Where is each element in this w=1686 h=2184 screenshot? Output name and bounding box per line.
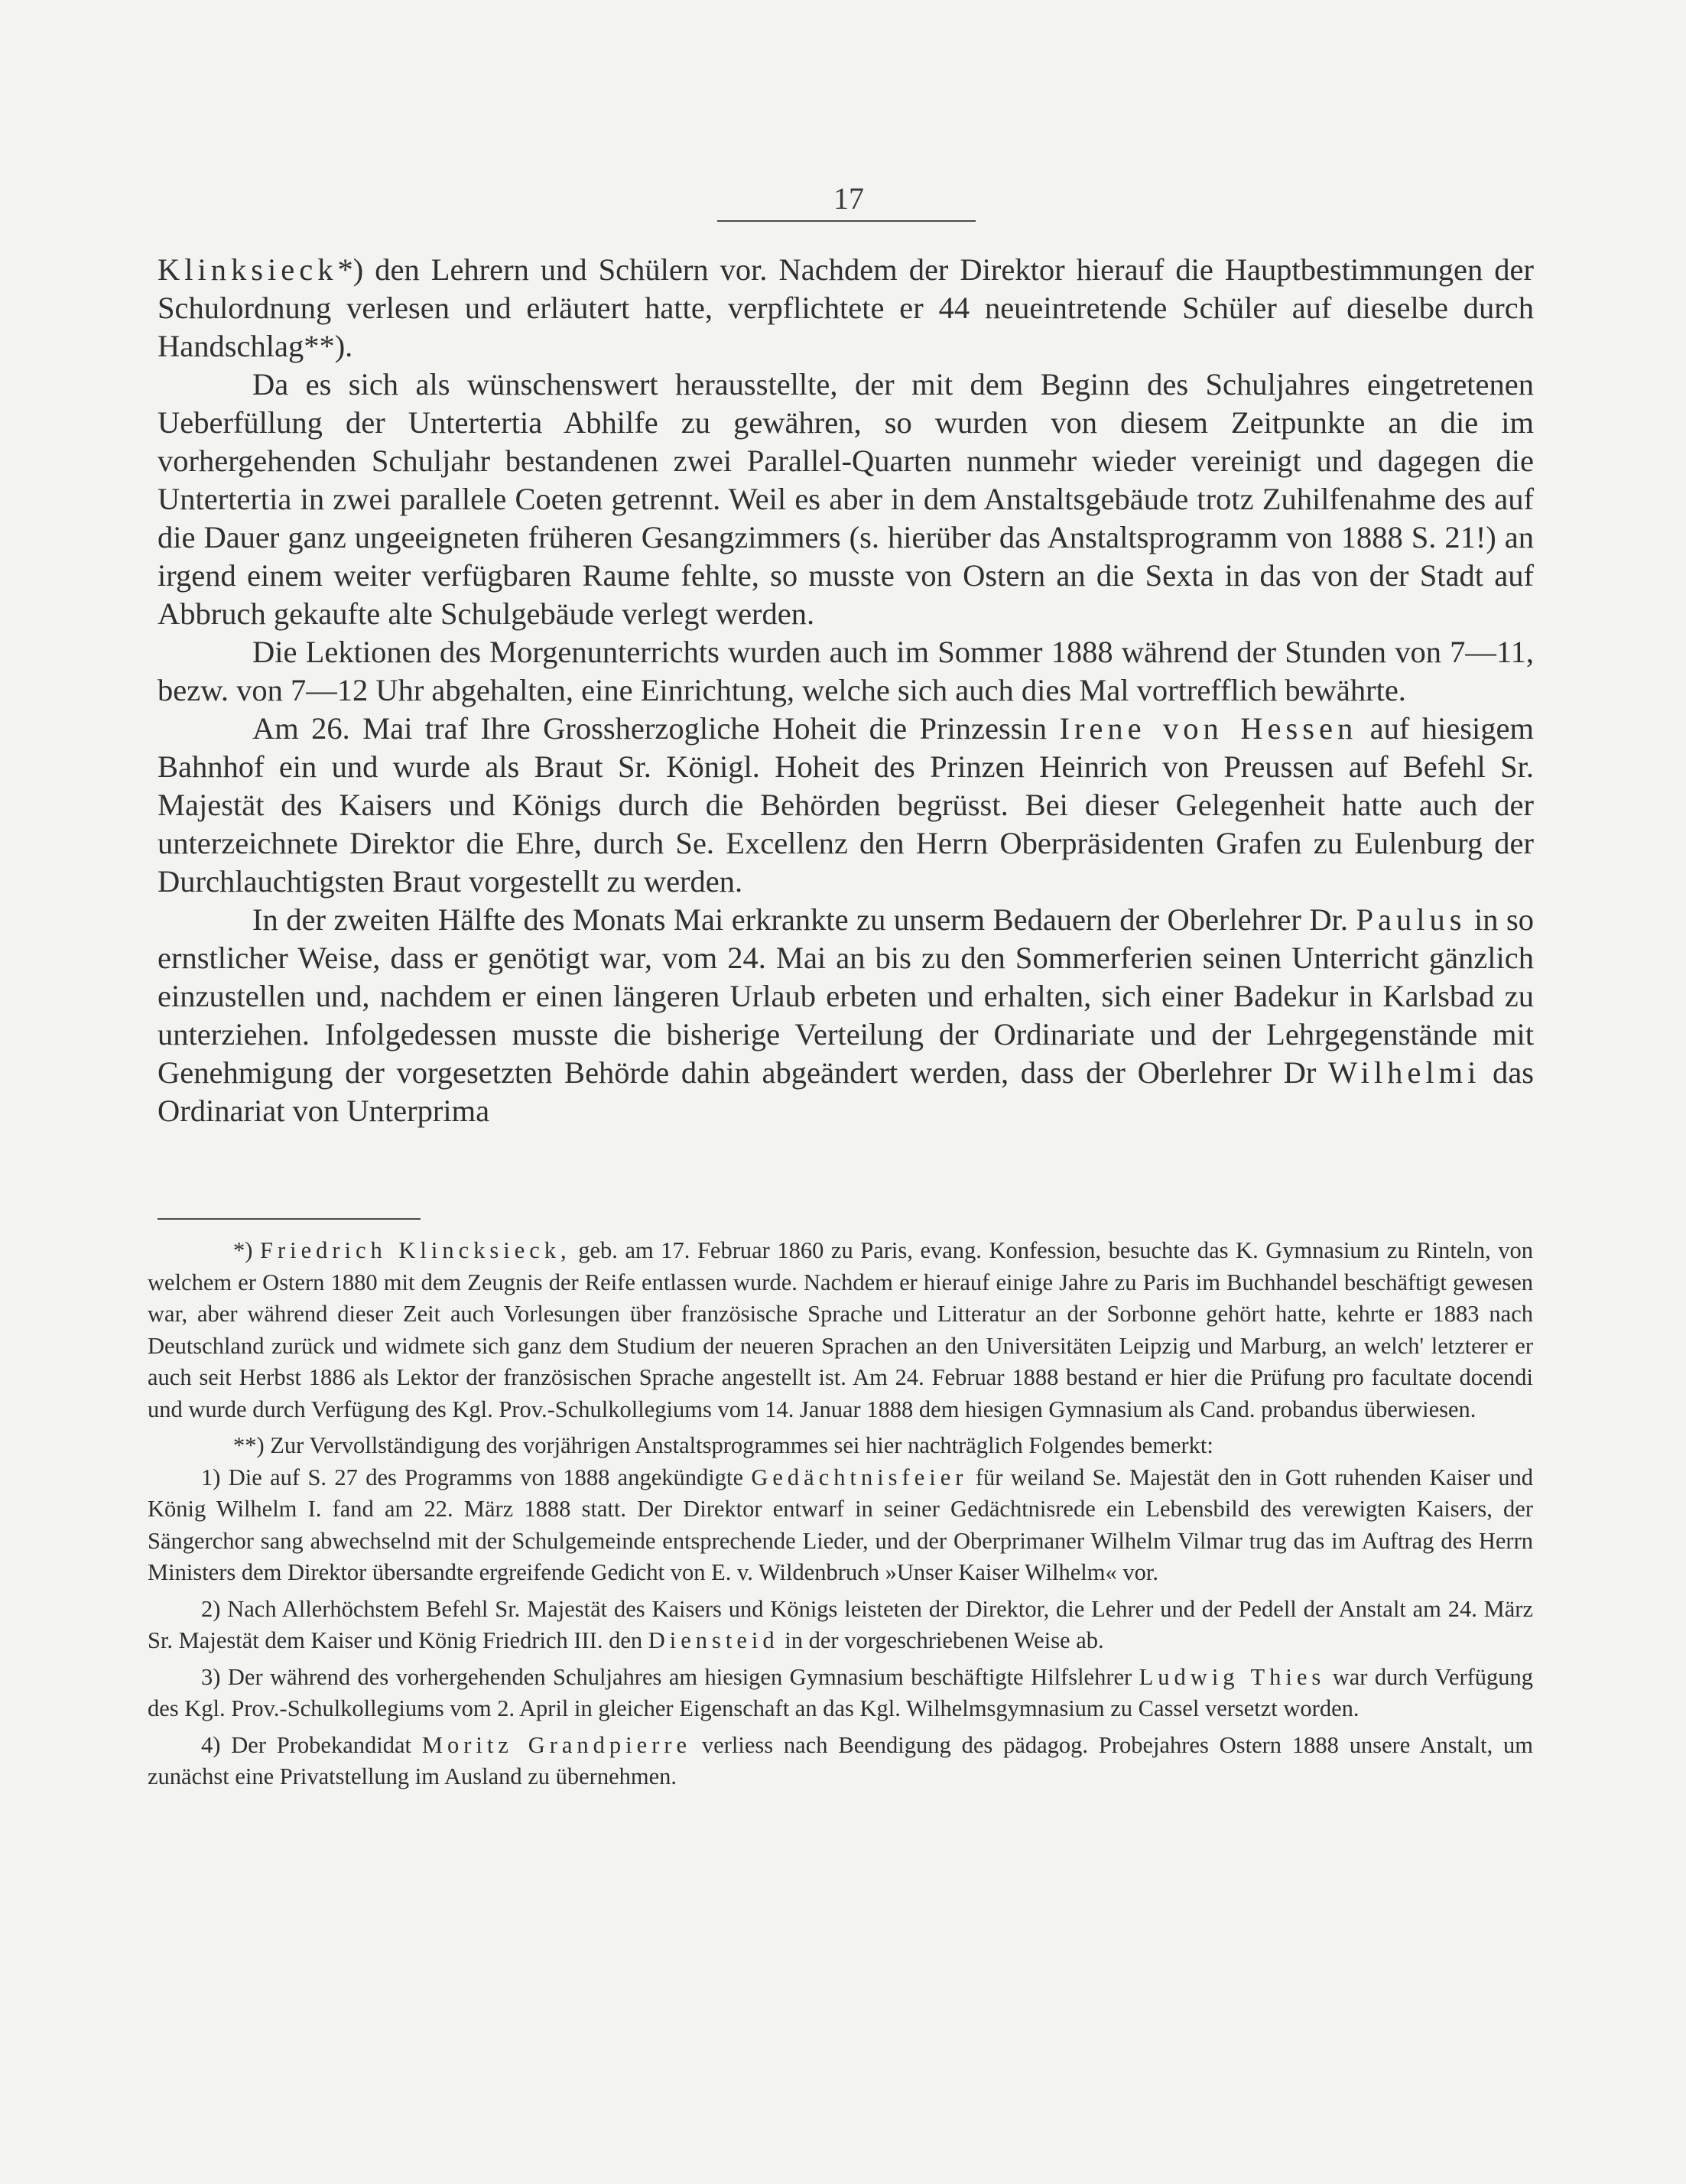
emphasized-term: Gedächtnisfeier <box>751 1464 968 1490</box>
person-name: Wilhelmi <box>1328 1055 1481 1090</box>
page-number: 17 <box>833 181 864 216</box>
person-name: Ludwig Thies <box>1139 1663 1326 1690</box>
person-name: Friedrich Klincksieck, <box>259 1237 571 1263</box>
footnote-item-1 <box>148 1462 1533 1589</box>
footnote-rule <box>158 1218 421 1220</box>
person-name: Irene von Hessen <box>1059 711 1358 746</box>
paragraph-text: in so ernstlicher Weise, dass er genötigt war, vom 24. Mai an bis zu den Sommerferien seinen Unterricht gänzlich einzustellen und, nachdem er einen längeren Urlaub erbeten und erhalten, sich einer Badekur in Karlsbad zu unterziehen. Infolgedessen musste die bisherige Verteilung der Ordinariate und der Lehrgegenstände mit Genehmigung der vorgesetzten Behörde dahin abgeändert werden, dass der Oberlehrer Dr <box>158 902 1535 1090</box>
paragraph-text: das Ordinariat von Unterprima <box>158 1055 1534 1128</box>
footnote-text: in der vorgeschriebenen Weise ab. <box>785 1627 1104 1653</box>
person-name: Moritz Grandpierre <box>421 1731 692 1758</box>
emphasized-term: Diensteid <box>648 1627 779 1653</box>
paragraph-5 <box>158 901 1534 1130</box>
footnote-text: 2) Nach Allerhöchstem Befehl Sr. Majestät des Kaisers und Königs leisteten der Direktor, die Lehrer und der Pedell der Anstalt am 24. März Sr. Majestät dem Kaiser und König Friedrich III. den <box>148 1595 1533 1653</box>
paragraph-text: auf hiesigem Bahnhof ein und wurde als Braut Sr. Königl. Hoheit des Prinzen Heinrich von Preussen auf Befehl Sr. Majestät des Kaisers und Königs durch die Behörden begrüsst. Bei dieser Gelegenheit hatte auch der unterzeichnete Direktor die Ehre, durch Se. Excellenz den Herrn Oberpräsidenten Grafen zu Eulenburg der Durchlauchtigsten Braut vorgestellt zu werden. <box>158 711 1534 899</box>
paragraph-3: Die Lektionen des Morgenunterrichts wurden auch im Sommer 1888 während der Stunden von 7—11, bezw. von 7—12 Uhr abgehalten, eine Einrichtung, welche sich auch dies Mal vortrefflich bewährte. <box>158 635 1534 707</box>
footnote-item-3 <box>148 1662 1533 1725</box>
footnote-text: für weiland Se. Majestät den in Gott ruhenden Kaiser und König Wilhelm I. fand am 22. März 1888 statt. Der Direktor entwarf in seiner Gedächtnisrede ein Lebensbild des verewigten Kaisers, der Sängerchor sang abwechselnd mit der Schulgemeinde entsprechende Lieder, und der Oberprimaner Wilhelm Vilmar trug das im Auftrag des Herrn Ministers dem Direktor übersandte ergreifende Gedicht von E. v. Wildenbruch »Unser Kaiser Wilhelm« vor. <box>148 1464 1534 1585</box>
paragraph-4 <box>158 710 1534 901</box>
footnote-marker: *) <box>233 1237 253 1263</box>
paragraph-text: *) den Lehrern und Schülern vor. Nachdem der Direktor hierauf die Hauptbestimmungen der Schulordnung verlesen und erläutert hatte, verpflichtete er 44 neueintretende Schüler auf dieselbe durch Handschlag**). <box>158 252 1534 363</box>
footnote-2-intro: **) Zur Vervollständigung des vorjährigen Anstaltsprogrammes sei hier nachträglich Folgendes bemerkt: <box>233 1432 1213 1458</box>
paragraph-text: Am 26. Mai traf Ihre Grossherzogliche Hoheit die Prinzessin <box>252 711 1048 746</box>
header-rule <box>717 220 976 222</box>
paragraph-text: In der zweiten Hälfte des Monats Mai erkrankte zu unserm Bedauern der Oberlehrer Dr. <box>252 902 1348 937</box>
person-name: Klinksieck <box>158 252 338 287</box>
footnote-text: 1) Die auf S. 27 des Programms von 1888 angekündigte <box>201 1464 743 1490</box>
footnote-text: 4) Der Probekandidat <box>201 1731 411 1758</box>
footnote-item-2 <box>148 1594 1533 1657</box>
paragraph-1 <box>158 251 1534 366</box>
main-text <box>158 251 1534 1130</box>
footnote-text: war durch Verfügung des Kgl. Prov.-Schulkollegiums vom 2. April in gleicher Eigenschaft an das Kgl. Wilhelmsgymnasium zu Cassel versetzt worden. <box>148 1663 1534 1721</box>
footnote-text: verliess nach Beendigung des pädagog. Probejahres Ostern 1888 unsere Anstalt, um zunächst eine Privatstellung im Ausland zu übernehmen. <box>148 1731 1534 1789</box>
footnote-1 <box>148 1235 1533 1425</box>
footnote-text: geb. am 17. Februar 1860 zu Paris, evang. Konfession, besuchte das K. Gymnasium zu Rinteln, von welchem er Ostern 1880 mit dem Zeugnis der Reife entlassen wurde. Nachdem er hierauf einige Jahre zu Paris im Buchhandel beschäftigt gewesen war, aber während dieser Zeit auch Vorlesungen über französische Sprache und Litteratur an der Sorbonne gehört hatte, kehrte er 1883 nach Deutschland zurück und widmete sich ganz dem Studium der neueren Sprachen an den Universitäten Leipzig und Marburg, an welch' letzterer er auch seit Herbst 1886 als Lektor der französischen Sprache angestellt ist. Am 24. Februar 1888 bestand er hier die Prüfung pro facultate docendi und wurde durch Verfügung des Kgl. Prov.-Schulkollegiums vom 14. Januar 1888 dem hiesigen Gymnasium als Cand. probandus überwiesen. <box>148 1237 1534 1422</box>
footnote-item-4 <box>148 1730 1533 1793</box>
footnotes <box>148 1235 1533 1793</box>
footnote-text: 3) Der während des vorhergehenden Schuljahres am hiesigen Gymnasium beschäftigte Hilfslehrer <box>201 1663 1132 1690</box>
person-name: Paulus <box>1356 902 1467 937</box>
paragraph-2: Da es sich als wünschenswert herausstellte, der mit dem Beginn des Schuljahres eingetretenen Ueberfüllung der Untertertia Abhilfe zu gewähren, so wurden von diesem Zeitpunkte an die im vorhergehenden Schuljahr bestandenen zwei Parallel-Quarten nunmehr wieder vereinigt und dagegen die Untertertia in zwei parallele Coeten getrennt. Weil es aber in dem Anstaltsgebäude trotz Zuhilfenahme des auf die Dauer ganz ungeeigneten früheren Gesangzimmers (s. hierüber das Anstaltsprogramm von 1888 S. 21!) an irgend einem weiter verfügbaren Raume fehlte, so musste von Ostern an die Sexta in das von der Stadt auf Abbruch gekaufte alte Schulgebäude verlegt werden. <box>158 367 1534 631</box>
